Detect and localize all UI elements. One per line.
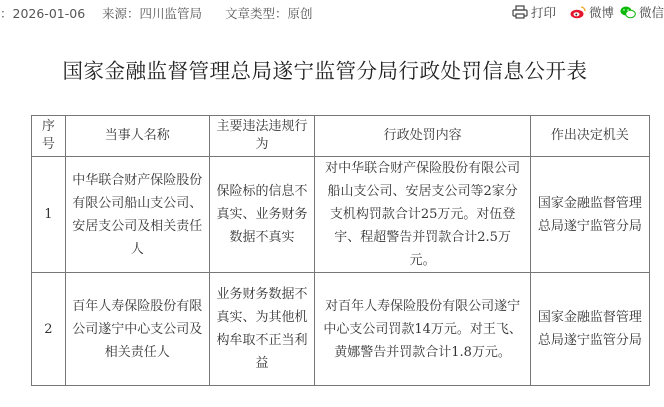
print-button[interactable]: [512, 3, 556, 21]
weibo-share-button[interactable]: [570, 3, 614, 21]
wechat-icon: [620, 5, 636, 19]
header-party: 当事人名称: [65, 116, 209, 157]
party-name: 中华联合财产保险股份有限公司船山支公司、安居支公司及相关责任人: [65, 157, 209, 273]
header-violation: 主要违法违规行为: [209, 116, 315, 157]
violation-text: 业务财务数据不真实、为其他机构牟取不正当利益: [209, 273, 315, 386]
weibo-icon: [570, 5, 586, 19]
article-source: 来源：四川监管局: [102, 6, 203, 21]
row-number: 2: [32, 273, 66, 386]
article-type: 文章类型：原创: [225, 6, 313, 21]
table-header-row: [32, 116, 650, 157]
row-number: 1: [32, 157, 66, 273]
publish-date: ：2026-01-06: [0, 6, 86, 21]
weibo-label: 微博: [589, 5, 615, 20]
violation-text: 保险标的信息不真实、业务财务数据不真实: [209, 157, 315, 273]
table-row: [32, 273, 650, 386]
penalty-text: 对百年人寿保险股份有限公司遂宁中心支公司罚款14万元。对王飞、黄娜警告并罚款合计1.8万元。: [315, 273, 530, 386]
wechat-share-button[interactable]: [620, 3, 664, 21]
header-authority: 作出决定机关: [530, 116, 649, 157]
table-row: [32, 157, 650, 273]
penalty-text: 对中华联合财产保险股份有限公司船山支公司、安居支公司等2家分支机构罚款合计25万元。对伍登宇、程超警告并罚款合计2.5万元。: [315, 157, 530, 273]
wechat-label: 微信: [639, 5, 664, 20]
authority-name: 国家金融监督管理总局遂宁监管分局: [530, 157, 649, 273]
party-name: 百年人寿保险股份有限公司遂宁中心支公司及相关责任人: [65, 273, 209, 386]
penalty-info-table: [31, 115, 650, 386]
authority-name: 国家金融监督管理总局遂宁监管分局: [530, 273, 649, 386]
header-penalty: 行政处罚内容: [315, 116, 530, 157]
header-no: 序号: [32, 116, 66, 157]
page-title: 国家金融监督管理总局遂宁监管分局行政处罚信息公开表: [62, 59, 588, 83]
article-meta-bar: [0, 0, 664, 24]
print-label: 打印: [531, 5, 557, 20]
printer-icon: [512, 5, 528, 19]
